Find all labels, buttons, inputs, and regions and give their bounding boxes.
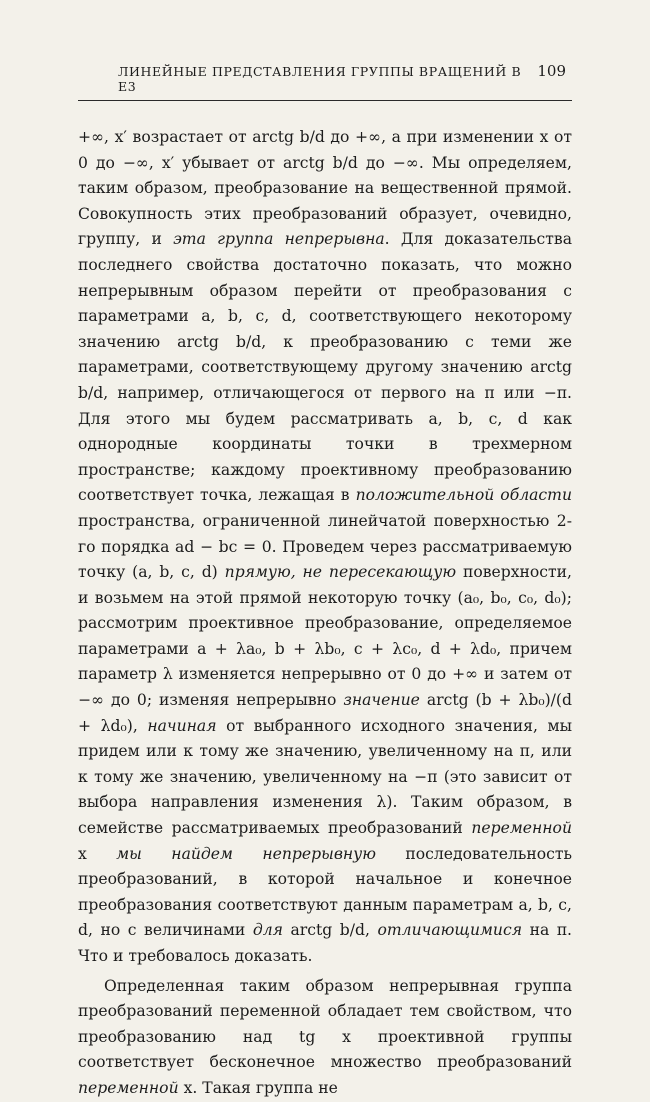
paragraph: [78, 974, 572, 1102]
running-title: ЛИНЕЙНЫЕ ПРЕДСТАВЛЕНИЯ ГРУППЫ ВРАЩЕНИЙ В E3: [118, 64, 522, 94]
text-run: arctg b/d,: [282, 921, 378, 940]
italic-phrase: мы найдем непрерывную: [116, 844, 376, 863]
italic-phrase: эта группа непрерывна: [173, 230, 385, 249]
body-text: [78, 125, 572, 1102]
italic-phrase: переменной: [471, 819, 572, 838]
italic-phrase: прямую, не пересекающую: [224, 563, 457, 582]
italic-phrase: начиная: [147, 716, 217, 735]
text-run: +∞, x′ возрастает от arctg b/d до +∞, а при изменении x от 0 до −∞, x′ убывает от arctg b/d до −∞. Мы определяем, таким образом, преобразование на вещественной прямой. Совокупность этих преобразований образует, очевидно, группу, и: [78, 128, 572, 249]
text-run: x: [78, 844, 117, 863]
text-run: . Для доказательства последнего свойства достаточно показать, что можно непрерывным образом перейти от преобразования с параметрами a, b, c, d, соответствующего некоторому значению arctg b/d, к преобразованию с теми же параметрами, соответствующему другому значению arctg b/d, например, отличающегося от первого на π или −π. Для этого мы будем рассматривать a, b, c, d как однородные координаты точки в трехмерном пространстве; каждому проективному преобразованию соответствует точка, лежащая в: [78, 230, 572, 505]
text-run: последовательность преобразований, в которой начальное и конечное преобразования соответствуют данным параметрам a, b, c, d, но с величинами: [78, 844, 572, 940]
paragraph: [78, 125, 572, 970]
text-run: поверхности, и возьмем на этой прямой некоторую точку (a₀, b₀, c₀, d₀); рассмотрим проективное преобразование, определяемое параметрами a + λa₀, b + λb₀, c + λc₀, d + λd₀, причем параметр λ изменяется непрерывно от 0 до +∞ и затем от −∞ до 0; изменяя непрерывно: [78, 563, 573, 710]
text-run: на π. Что и требовалось доказать.: [78, 921, 572, 965]
running-head: [78, 62, 572, 101]
text-run: пространства, ограниченной линейчатой поверхностью 2-го порядка ad − bc = 0. Проведем через рассматриваемую точку (a, b, c, d): [78, 511, 572, 582]
italic-phrase: положительной области: [355, 486, 572, 505]
italic-phrase: для: [252, 921, 283, 940]
italic-phrase: отличающимися: [377, 921, 523, 940]
text-run: Определенная таким образом непрерывная группа преобразований переменной обладает тем свойством, что преобразованию над tg x проективной группы соответствует бесконечное множество преобразований: [78, 976, 572, 1072]
italic-phrase: переменной: [78, 1078, 179, 1097]
text-run: от выбранного исходного значения, мы придем или к тому же значению, увеличенному на π, или к тому же значению, увеличенному на −π (это зависит от выбора направления изменения λ). Таким образом, в семействе рассматриваемых преобразований: [78, 716, 572, 838]
page-number: 109: [537, 62, 566, 80]
text-run: arctg (b + λb₀)/(d + λd₀),: [78, 691, 572, 735]
text-run: x. Такая группа не: [178, 1078, 338, 1097]
italic-phrase: значение: [343, 691, 420, 710]
